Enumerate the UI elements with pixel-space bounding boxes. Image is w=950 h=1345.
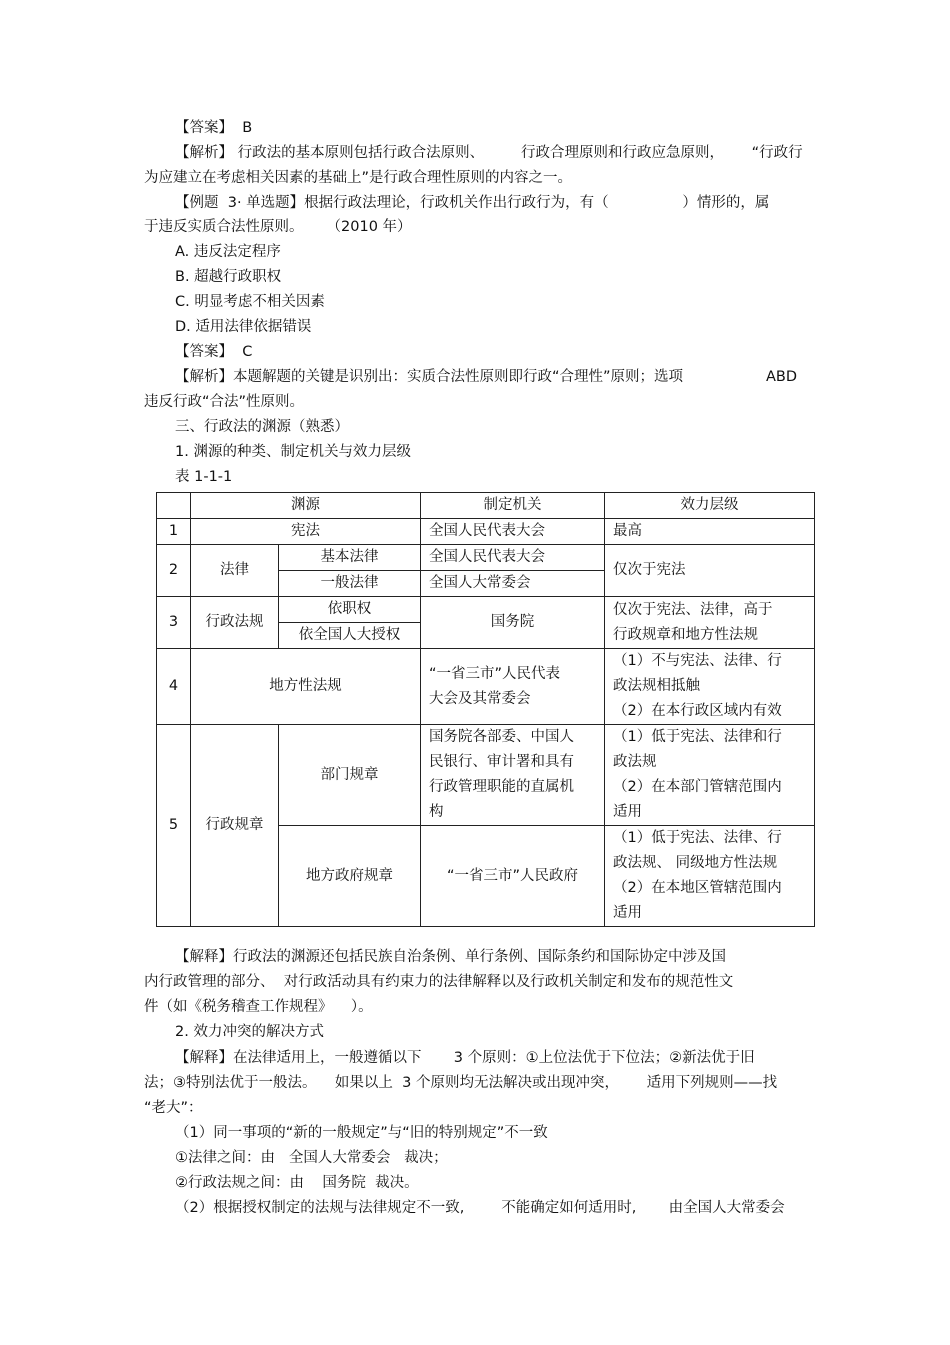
level-line: 仅次于宪法、法律，高于: [613, 601, 773, 618]
organ-line: 民银行、审计署和具有: [429, 754, 574, 770]
subtype-cell: 部门规章: [279, 725, 421, 826]
source-cell: 行政规章: [191, 725, 279, 927]
answer-line-2: 【答案】 C: [175, 344, 253, 360]
row-number: 2: [157, 545, 191, 597]
organ-cell: [421, 725, 605, 826]
level-cell: [605, 826, 815, 927]
example-question: 【例题 3· 单选题】根据行政法理论，行政机关作出行政行为，有（ ）情形的，属: [175, 195, 770, 211]
subtype-cell: 地方政府规章: [279, 826, 421, 927]
organ-line: 大会及其常委会: [429, 690, 531, 707]
organ-cell: 全国人民代表大会: [421, 545, 605, 571]
level-line: （2）在本部门管辖范围内: [613, 779, 782, 795]
table-caption: 表 1-1-1: [175, 469, 233, 485]
example-question-cont: 于违反实质合法性原则。 （2010 年）: [144, 219, 412, 235]
explanation-line-cont-2: 件（如《税务稽查工作规程》 ）。: [144, 999, 373, 1015]
table-row: [157, 725, 815, 826]
organ-cell: 全国人民代表大会: [421, 519, 605, 545]
source-cell: 法律: [191, 545, 279, 597]
option-c: C. 明显考虑不相关因素: [175, 294, 325, 310]
organ-line: 行政管理职能的直属机: [429, 779, 574, 795]
explanation-line-2-cont-2: “老大”：: [144, 1100, 203, 1116]
row-number: 5: [157, 725, 191, 927]
rule-1-law: ①法律之间：由 全国人大常委会 裁决；: [175, 1150, 448, 1166]
level-cell: [605, 649, 815, 725]
level-cell: 仅次于宪法: [605, 545, 815, 597]
answer-line: 【答案】 B: [175, 120, 253, 136]
analysis-line-2: 【解析】本题解题的关键是识别出：实质合法性原则即行政“合理性”原则；选项 ABD: [175, 369, 798, 385]
level-line: （2）在本地区管辖范围内: [613, 880, 782, 896]
sources-table: [156, 492, 815, 927]
rule-2: （2）根据授权制定的法规与法律规定不一致, 不能确定如何适用时, 由全国人大常委会: [175, 1200, 785, 1216]
subtype-cell: 基本法律: [279, 545, 421, 571]
level-line: 政法规相抵触: [613, 678, 700, 694]
rule-1-regulation: ②行政法规之间：由 国务院 裁决。: [175, 1175, 419, 1191]
subsection-heading: 1. 渊源的种类、制定机关与效力层级: [175, 444, 411, 460]
option-b: B. 超越行政职权: [175, 269, 282, 285]
table-row: [157, 519, 815, 545]
level-line: （1）低于宪法、法律、行: [613, 830, 782, 846]
table-row: [157, 545, 815, 571]
source-cell: 宪法: [191, 519, 421, 545]
row-number: 1: [157, 519, 191, 545]
organ-line: “一省三市”人民代表: [429, 665, 561, 682]
level-cell: 最高: [605, 519, 815, 545]
header-source: 渊源: [191, 493, 421, 519]
subtype-cell: 依职权: [279, 597, 421, 623]
analysis-line-cont: 为应建立在考虑相关因素的基础上”是行政合理性原则的内容之一。: [144, 170, 573, 186]
level-cell: [605, 725, 815, 826]
header-level: 效力层级: [605, 493, 815, 519]
subsection-heading-2: 2. 效力冲突的解决方式: [175, 1024, 324, 1040]
organ-cell: “一省三市”人民政府: [421, 826, 605, 927]
explanation-line: 【解释】行政法的渊源还包括民族自治条例、单行条例、国际条约和国际协定中涉及国: [175, 949, 726, 965]
section-heading: 三、行政法的渊源（熟悉）: [175, 419, 349, 435]
source-cell: 行政法规: [191, 597, 279, 649]
rule-1: （1）同一事项的“新的一般规定”与“旧的特别规定”不一致: [175, 1125, 548, 1141]
row-number: 4: [157, 649, 191, 725]
table-row: [157, 649, 815, 725]
organ-cell: 全国人大常委会: [421, 571, 605, 597]
level-line: 行政规章和地方性法规: [613, 626, 758, 643]
level-line: （2）在本行政区域内有效: [613, 703, 782, 719]
level-line: 政法规、 同级地方性法规: [613, 855, 778, 871]
table-row: [157, 597, 815, 623]
explanation-line-cont: 内行政管理的部分、 对行政活动具有约束力的法律解释以及行政机关制定和发布的规范性文: [144, 974, 734, 990]
level-line: （1）低于宪法、法律和行: [613, 729, 782, 745]
level-cell: [605, 597, 815, 649]
level-line: 政法规: [613, 754, 657, 770]
header-organ: 制定机关: [421, 493, 605, 519]
subtype-cell: 依全国人大授权: [279, 623, 421, 649]
option-a: A. 违反法定程序: [175, 244, 281, 260]
explanation-line-2: 【解释】在法律适用上，一般遵循以下 3 个原则：①上位法优于下位法；②新法优于旧: [175, 1050, 755, 1066]
row-number: 3: [157, 597, 191, 649]
analysis-line-2-cont: 违反行政“合法”性原则。: [144, 394, 305, 410]
analysis-line: 【解析】 行政法的基本原则包括行政合法原则、 行政合理原则和行政应急原则， “行政行: [175, 145, 803, 161]
level-line: 适用: [613, 905, 642, 921]
organ-line: 构: [429, 804, 444, 820]
option-d: D. 适用法律依据错误: [175, 319, 312, 335]
level-line: 适用: [613, 804, 642, 820]
level-line: （1）不与宪法、法律、行: [613, 653, 782, 669]
source-cell: 地方性法规: [191, 649, 421, 725]
organ-cell: [421, 649, 605, 725]
header-no: [157, 493, 191, 519]
table-header-row: [157, 493, 815, 519]
organ-cell: 国务院: [421, 597, 605, 649]
explanation-line-2-cont: 法；③特别法优于一般法。 如果以上 3 个原则均无法解决或出现冲突， 适用下列规则——找: [144, 1075, 778, 1091]
organ-line: 国务院各部委、中国人: [429, 729, 574, 745]
subtype-cell: 一般法律: [279, 571, 421, 597]
